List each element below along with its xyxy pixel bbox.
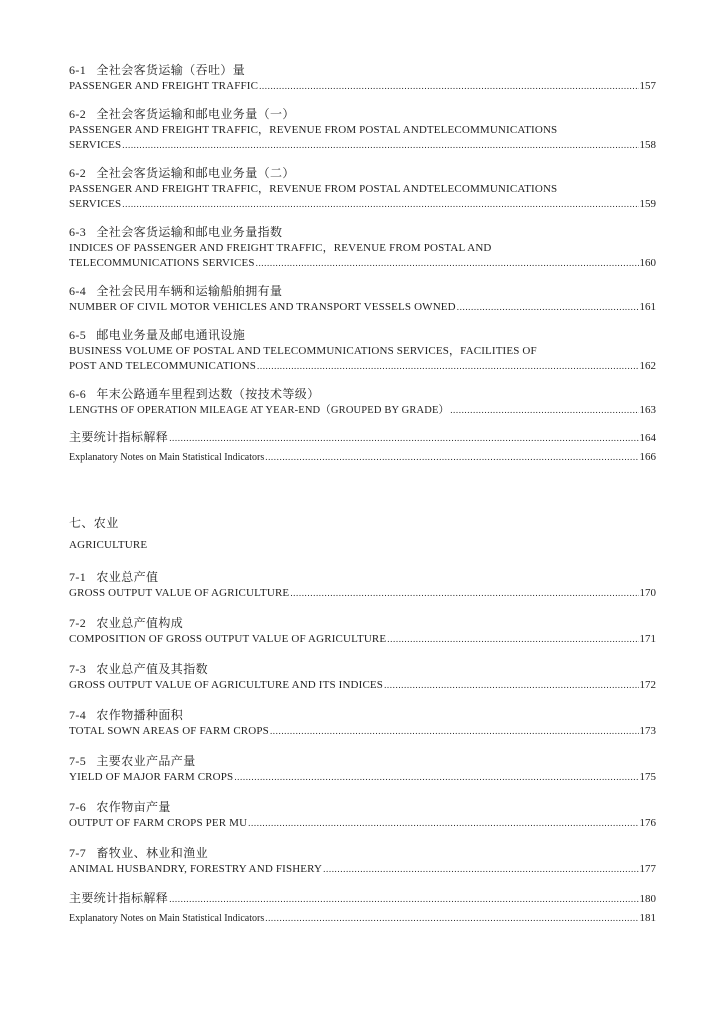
dot-leader [256, 256, 639, 271]
notes-title-zh: 主要统计指标解释 [69, 430, 169, 444]
notes-en-line[interactable] [69, 911, 656, 926]
entry-leader-line[interactable] [69, 403, 656, 418]
notes-zh-line[interactable] [69, 891, 656, 907]
dot-leader [248, 816, 638, 831]
entry-title-en: YIELD OF MAJOR FARM CROPS [69, 771, 234, 783]
entry-title-en: INDICES OF PASSENGER AND FREIGHT TRAFFIC，REVENUE FROM POSTAL AND [69, 242, 492, 254]
entry-leader-line[interactable] [69, 300, 656, 315]
page-number: 176 [639, 817, 656, 829]
entry-leader-line[interactable] [69, 138, 656, 153]
toc-entry-7-6 [69, 799, 656, 831]
chapter6-notes [69, 430, 656, 465]
notes-zh-line[interactable] [69, 430, 656, 446]
entry-leader-line[interactable] [69, 862, 656, 877]
toc-entry-7-7 [69, 845, 656, 877]
dot-leader [450, 403, 638, 418]
dot-leader [265, 911, 638, 926]
table-of-contents [69, 62, 656, 930]
page-number: 158 [639, 139, 656, 151]
entry-leader-line[interactable] [69, 632, 656, 647]
toc-entry-6-2-b [69, 165, 656, 212]
page-number: 181 [639, 912, 656, 924]
page-number: 161 [639, 301, 656, 313]
page-number: 172 [639, 679, 656, 691]
entry-leader-line[interactable] [69, 79, 656, 94]
entry-title-en: OUTPUT OF FARM CROPS PER MU [69, 817, 248, 829]
dot-leader [384, 678, 638, 693]
toc-entry-7-1 [69, 569, 656, 601]
notes-en-line[interactable] [69, 450, 656, 465]
entry-title-en: TOTAL SOWN AREAS OF FARM CROPS [69, 725, 269, 737]
entry-title-zh: 7-4 农作物播种面积 [69, 708, 184, 722]
chapter7-heading [69, 515, 656, 553]
page-number: 166 [639, 451, 656, 463]
entry-leader-line[interactable] [69, 359, 656, 374]
toc-entry-7-2 [69, 615, 656, 647]
page-number: 160 [639, 257, 656, 269]
notes-title-en: Explanatory Notes on Main Statistical Indicators [69, 452, 265, 463]
entry-title-zh: 6-6 年末公路通车里程到达数（按技术等级） [69, 387, 320, 401]
dot-leader [457, 300, 639, 315]
dot-leader [323, 862, 638, 877]
toc-entry-7-4 [69, 707, 656, 739]
entry-title-en: GROSS OUTPUT VALUE OF AGRICULTURE AND ITS INDICES [69, 679, 384, 691]
page-number: 164 [639, 432, 656, 444]
toc-entry-7-5 [69, 753, 656, 785]
toc-entry-7-3 [69, 661, 656, 693]
toc-entry-6-6 [69, 386, 656, 418]
entry-title-zh: 6-5 邮电业务量及邮电通讯设施 [69, 328, 246, 342]
dot-leader [257, 359, 639, 374]
entry-title-zh: 7-7 畜牧业、林业和渔业 [69, 846, 209, 860]
chapter-title-zh: 七、农业 [69, 516, 119, 530]
toc-entry-6-1 [69, 62, 656, 94]
entry-title-en: NUMBER OF CIVIL MOTOR VEHICLES AND TRANSPORT VESSELS OWNED [69, 301, 456, 313]
page-number: 173 [639, 725, 656, 737]
dot-leader [169, 431, 638, 446]
entry-leader-line[interactable] [69, 816, 656, 831]
page-number: 162 [639, 360, 656, 372]
entry-title-en-cont: SERVICES [69, 198, 122, 210]
dot-leader [122, 138, 638, 153]
entry-title-zh: 7-6 农作物亩产量 [69, 800, 171, 814]
entry-title-en: PASSENGER AND FREIGHT TRAFFIC，REVENUE FROM POSTAL ANDTELECOMMUNICATIONS [69, 183, 558, 195]
entry-title-en: LENGTHS OF OPERATION MILEAGE AT YEAR-END（GROUPED BY GRADE） [69, 405, 450, 416]
page-number: 180 [639, 893, 656, 905]
entry-title-zh: 6-1 全社会客货运输（吞吐）量 [69, 63, 246, 77]
page-number: 157 [639, 80, 656, 92]
page-number: 177 [639, 863, 656, 875]
chapter7-entries [69, 569, 656, 877]
notes-title-zh: 主要统计指标解释 [69, 891, 169, 905]
page-number: 171 [639, 633, 656, 645]
entry-title-zh: 6-3 全社会客货运输和邮电业务量指数 [69, 225, 283, 239]
chapter7-notes [69, 891, 656, 926]
entry-title-zh: 7-3 农业总产值及其指数 [69, 662, 209, 676]
toc-entry-6-4 [69, 283, 656, 315]
entry-title-en-cont: POST AND TELECOMMUNICATIONS [69, 360, 256, 372]
dot-leader [122, 197, 638, 212]
entry-title-zh: 6-2 全社会客货运输和邮电业务量（二） [69, 166, 295, 180]
page-number: 175 [639, 771, 656, 783]
entry-title-en: GROSS OUTPUT VALUE OF AGRICULTURE [69, 587, 290, 599]
entry-leader-line[interactable] [69, 586, 656, 601]
dot-leader [234, 770, 638, 785]
entry-title-en: PASSENGER AND FREIGHT TRAFFIC，REVENUE FROM POSTAL ANDTELECOMMUNICATIONS [69, 124, 558, 136]
toc-entry-6-3 [69, 224, 656, 271]
dot-leader [387, 632, 638, 647]
entry-title-zh: 7-5 主要农业产品产量 [69, 754, 196, 768]
dot-leader [270, 724, 639, 739]
entry-leader-line[interactable] [69, 724, 656, 739]
entry-title-zh: 6-2 全社会客货运输和邮电业务量（一） [69, 107, 295, 121]
entry-title-en-cont: TELECOMMUNICATIONS SERVICES [69, 257, 255, 269]
entry-leader-line[interactable] [69, 770, 656, 785]
entry-leader-line[interactable] [69, 256, 656, 271]
dot-leader [290, 586, 638, 601]
entry-title-en-cont: SERVICES [69, 139, 122, 151]
entry-title-zh: 7-1 农业总产值 [69, 570, 159, 584]
entry-title-en: BUSINESS VOLUME OF POSTAL AND TELECOMMUNICATIONS SERVICES，FACILITIES OF [69, 345, 537, 357]
toc-entry-6-5 [69, 327, 656, 374]
entry-title-en: COMPOSITION OF GROSS OUTPUT VALUE OF AGRICULTURE [69, 633, 387, 645]
entry-title-zh: 6-4 全社会民用车辆和运输船舶拥有量 [69, 284, 283, 298]
dot-leader [259, 79, 638, 94]
page-number: 159 [639, 198, 656, 210]
entry-leader-line[interactable] [69, 678, 656, 693]
page-number: 170 [639, 587, 656, 599]
toc-entry-6-2-a [69, 106, 656, 153]
page-number: 163 [639, 404, 656, 416]
entry-title-en: PASSENGER AND FREIGHT TRAFFIC [69, 80, 259, 92]
entry-title-zh: 7-2 农业总产值构成 [69, 616, 184, 630]
chapter-title-en: AGRICULTURE [69, 539, 148, 551]
dot-leader [265, 450, 638, 465]
dot-leader [169, 892, 638, 907]
entry-leader-line[interactable] [69, 197, 656, 212]
entry-title-en: ANIMAL HUSBANDRY, FORESTRY AND FISHERY [69, 863, 323, 875]
notes-title-en: Explanatory Notes on Main Statistical Indicators [69, 913, 265, 924]
